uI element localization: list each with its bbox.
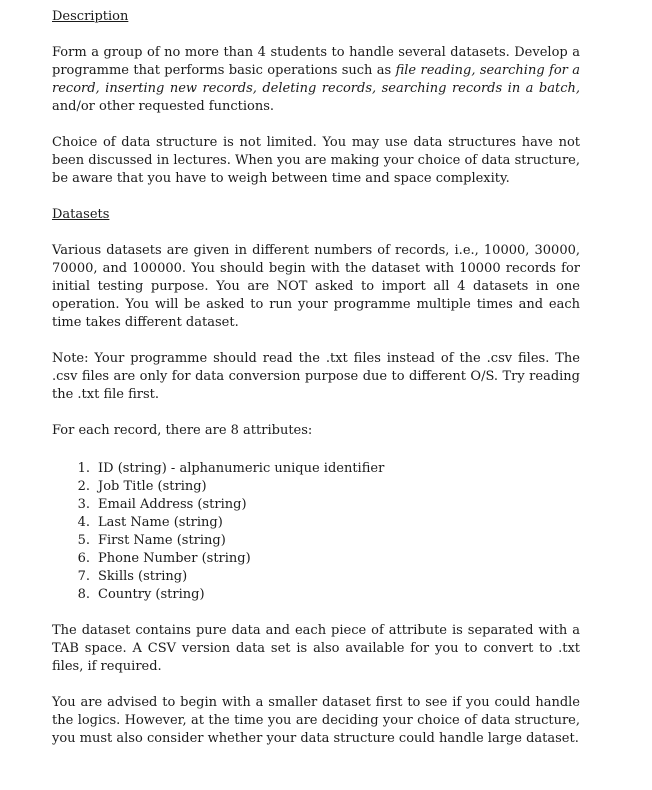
description-paragraph-2: Choice of data structure is not limited. You may use data structures have not been discussed in lectures. When you are making your choice of data structure, be aware that you have to weigh between time and space complexity. bbox=[52, 135, 580, 186]
list-item-number: 6. bbox=[77, 551, 90, 566]
datasets-heading: Datasets bbox=[52, 207, 110, 222]
list-item bbox=[52, 514, 580, 532]
list-item-text: Skills (string) bbox=[98, 569, 188, 584]
list-item bbox=[52, 532, 580, 550]
attributes-list bbox=[52, 460, 580, 604]
list-item-number: 8. bbox=[77, 587, 90, 602]
datasets-note-paragraph: Note: Your programme should read the .txt files instead of the .csv files. The .csv files are only for data conversion purpose due to different O/S. Try reading the .txt file first. bbox=[52, 351, 580, 402]
list-item bbox=[52, 586, 580, 604]
list-item-number: 1. bbox=[77, 461, 90, 476]
list-item-number: 5. bbox=[77, 533, 90, 548]
list-item bbox=[52, 550, 580, 568]
description-p1-text-b: and/or other requested functions. bbox=[52, 99, 275, 114]
document-page bbox=[52, 8, 580, 748]
description-p1-text-a: Form a group of no more than 4 students to handle several datasets. Develop a programme that performs basic operations such as bbox=[52, 45, 580, 78]
list-item-number: 3. bbox=[77, 497, 90, 512]
list-item bbox=[52, 568, 580, 586]
description-heading: Description bbox=[52, 9, 129, 24]
list-item-text: ID (string) - alphanumeric unique identifier bbox=[98, 461, 385, 476]
list-item-number: 7. bbox=[77, 569, 90, 584]
description-p1-emphasis: file reading, searching for a record, inserting new records, deleting records, searching records in a batch, bbox=[52, 63, 580, 96]
list-item-text: Email Address (string) bbox=[98, 497, 247, 512]
list-item-text: Phone Number (string) bbox=[98, 551, 251, 566]
list-item bbox=[52, 496, 580, 514]
datasets-paragraph-tab: The dataset contains pure data and each piece of attribute is separated with a TAB space. A CSV version data set is also available for you to convert to .txt files, if required. bbox=[52, 623, 580, 674]
list-item-text: Country (string) bbox=[98, 587, 205, 602]
attributes-intro: For each record, there are 8 attributes: bbox=[52, 423, 313, 438]
list-item bbox=[52, 478, 580, 496]
list-item-number: 4. bbox=[77, 515, 90, 530]
list-item bbox=[52, 460, 580, 478]
datasets-paragraph-advice: You are advised to begin with a smaller dataset first to see if you could handle the logics. However, at the time you are deciding your choice of data structure, you must also consider whether your data structure could handle large dataset. bbox=[52, 695, 580, 746]
datasets-paragraph-1: Various datasets are given in different numbers of records, i.e., 10000, 30000, 70000, and 100000. You should begin with the dataset with 10000 records for initial testing purpose. You are NOT asked to import all 4 datasets in one operation. You will be asked to run your programme multiple times and each time takes different dataset. bbox=[52, 243, 580, 330]
list-item-text: Last Name (string) bbox=[98, 515, 223, 530]
list-item-text: Job Title (string) bbox=[98, 479, 207, 494]
description-paragraph-1 bbox=[52, 44, 580, 116]
list-item-number: 2. bbox=[77, 479, 90, 494]
list-item-text: First Name (string) bbox=[98, 533, 226, 548]
